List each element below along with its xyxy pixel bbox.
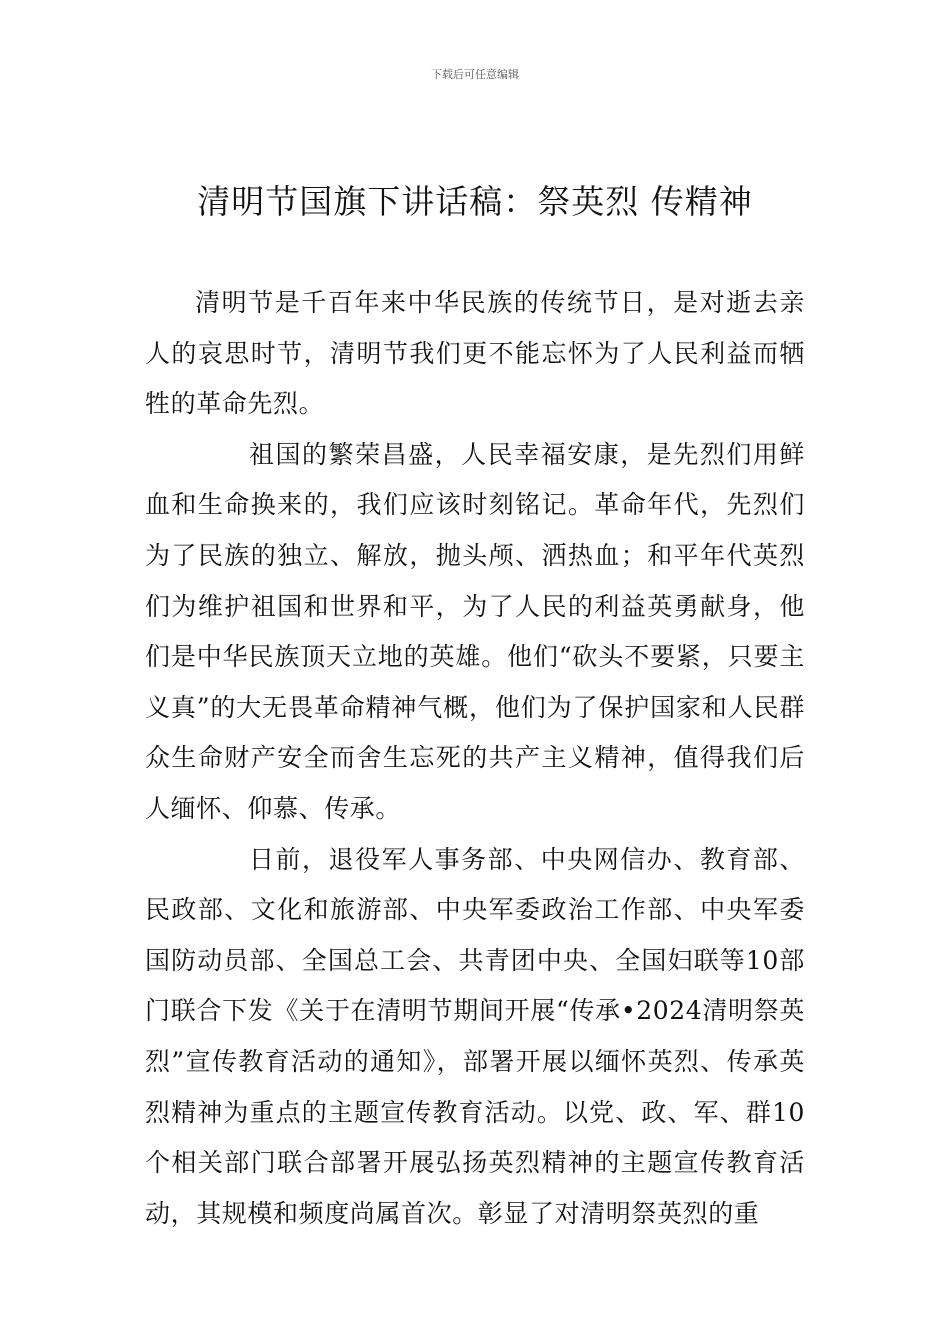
header-note: 下载后可任意编辑 [431,68,519,81]
paragraph-3: 日前，退役军人事务部、中央网信办、教育部、民政部、文化和旅游部、中央军委政治工作部、中央军委国防动员部、全国总工会、共青团中央、全国妇联等10部门联合下发《关于在清明节期间开展“传承•2024清明祭英烈”宣传教育活动的通知》，部署开展以缅怀英烈、传承英烈精神为重点的主题宣传教育活动。以党、政、军、群10个相关部门联合部署开展弘扬英烈精神的主题宣传教育活动，其规模和频度尚属首次。彰显了对清明祭英烈的重 [145,844,805,1228]
paragraph-1: 清明节是千百年来中华民族的传统节日，是对逝去亲人的哀思时节，清明节我们更不能忘怀为了人民利益而牺牲的革命先烈。 [145,288,805,419]
paragraph-2: 祖国的繁荣昌盛，人民幸福安康，是先烈们用鲜血和生命换来的，我们应该时刻铭记。革命年代，先烈们为了民族的独立、解放，抛头颅、洒热血；和平年代英烈们为维护祖国和世界和平，为了人民的利益英勇献身，他们是中华民族顶天立地的英雄。他们“砍头不要紧，只要主义真”的大无畏革命精神气概，他们为了保护国家和人民群众生命财产安全而舍生忘死的共产主义精神，值得我们后人缅怀、仰慕、传承。 [145,439,805,823]
page-title: 清明节国旗下讲话稿：祭英烈 传精神 [197,182,753,221]
document-body [145,278,805,1239]
